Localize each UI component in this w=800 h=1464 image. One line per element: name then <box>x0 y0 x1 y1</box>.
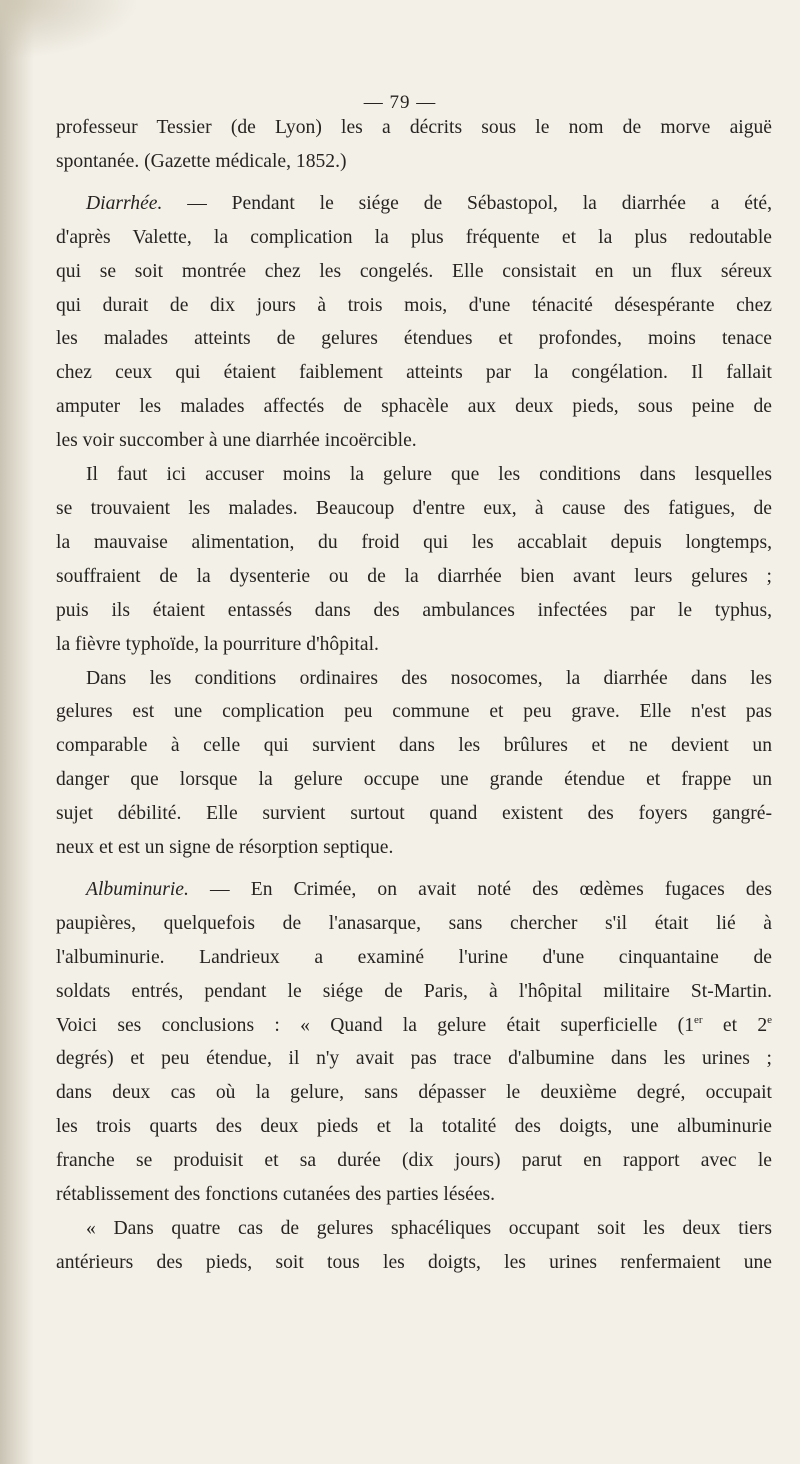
text-line: degrés) et peu étendue, il n'y avait pas trace d'albumine dans les urines ; <box>56 1048 772 1070</box>
paragraph-conditions <box>56 458 772 661</box>
superscript: e <box>767 1013 773 1026</box>
text-line <box>56 1009 772 1043</box>
text-line: la mauvaise alimentation, du froid qui les accablait depuis longtemps, <box>56 531 772 553</box>
page-edge-shadow <box>0 0 34 1464</box>
text-line: antérieurs des pieds, soit tous les doigts, les urines renfermaient une <box>56 1251 772 1273</box>
text-fragment: — Pendant le siége de Sébastopol, la diarrhée a été, <box>187 192 772 214</box>
text-fragment: et 2 <box>702 1014 768 1036</box>
text-line: soldats entrés, pendant le siége de Paris, à l'hôpital militaire St-Martin. <box>56 980 772 1002</box>
text-line: qui se soit montrée chez les congelés. Elle consistait en un flux séreux <box>56 260 772 282</box>
body-text <box>56 111 772 1280</box>
text-line: l'albuminurie. Landrieux a examiné l'urine d'une cinquantaine de <box>56 946 772 968</box>
text-line: Dans les conditions ordinaires des nosocomes, la diarrhée dans les <box>86 667 772 689</box>
text-fragment: Voici ses conclusions : « Quand la gelure était superficielle (1 <box>56 1014 695 1036</box>
text-line: les malades atteints de gelures étendues et profondes, moins tenace <box>56 328 772 350</box>
text-fragment: — En Crimée, on avait noté des œdèmes fugaces des <box>210 878 772 900</box>
text-line: franche se produisit et sa durée (dix jours) parut en rapport avec le <box>56 1150 772 1172</box>
text-line: la fièvre typhoïde, la pourriture d'hôpital. <box>56 633 379 655</box>
text-line: comparable à celle qui survient dans les brûlures et ne devient un <box>56 735 772 757</box>
text-line: souffraient de la dysenterie ou de la diarrhée bien avant leurs gelures ; <box>56 565 772 587</box>
text-line: puis ils étaient entassés dans des ambulances infectées par le typhus, <box>56 599 772 621</box>
text-line: se trouvaient les malades. Beaucoup d'entre eux, à cause des fatigues, de <box>56 497 772 519</box>
text-line: paupières, quelquefois de l'anasarque, sans chercher s'il était lié à <box>56 912 772 934</box>
paragraph-continuation <box>56 111 772 179</box>
text-line: qui durait de dix jours à trois mois, d'une ténacité désespérante chez <box>56 294 772 316</box>
paragraph-albuminurie <box>56 873 772 1212</box>
text-line: « Dans quatre cas de gelures sphacéliques occupant soit les deux tiers <box>86 1218 772 1239</box>
paragraph-quote <box>56 1212 772 1280</box>
text-line: danger que lorsque la gelure occupe une grande étendue et frappe un <box>56 769 772 791</box>
page-number: — 79 — <box>363 92 437 113</box>
text-line: amputer les malades affectés de sphacèle aux deux pieds, sous peine de <box>56 396 772 418</box>
text-line: neux et est un signe de résorption septique. <box>56 837 394 859</box>
paragraph-diarrhee <box>56 187 772 458</box>
text-line: dans deux cas où la gelure, sans dépasser le deuxième degré, occupait <box>56 1082 772 1104</box>
text-line: sujet débilité. Elle survient surtout quand existent des foyers gangré- <box>56 803 772 825</box>
text-line <box>56 187 772 221</box>
text-line: d'après Valette, la complication la plus fréquente et la plus redoutable <box>56 226 772 248</box>
text-line: chez ceux qui étaient faiblement atteints par la congélation. Il fallait <box>56 362 772 384</box>
text-line <box>56 873 772 907</box>
text-line: rétablissement des fonctions cutanées des parties lésées. <box>56 1184 496 1206</box>
superscript: er <box>694 1013 703 1026</box>
text-line: les voir succomber à une diarrhée incoërcible. <box>56 430 417 452</box>
section-heading-albuminurie: Albuminurie. <box>86 878 189 900</box>
section-heading-diarrhee: Diarrhée. <box>86 192 163 214</box>
text-line: Il faut ici accuser moins la gelure que les conditions dans lesquelles <box>86 464 772 486</box>
page-corner-shadow <box>0 0 140 60</box>
text-line: les trois quarts des deux pieds et la totalité des doigts, une albuminurie <box>56 1116 772 1138</box>
text-line: spontanée. (Gazette médicale, 1852.) <box>56 150 347 172</box>
paragraph-nosocomes <box>56 662 772 865</box>
text-line: professeur Tessier (de Lyon) les a décrits sous le nom de morve aiguë <box>56 117 772 138</box>
text-line: gelures est une complication peu commune et peu grave. Elle n'est pas <box>56 701 772 723</box>
